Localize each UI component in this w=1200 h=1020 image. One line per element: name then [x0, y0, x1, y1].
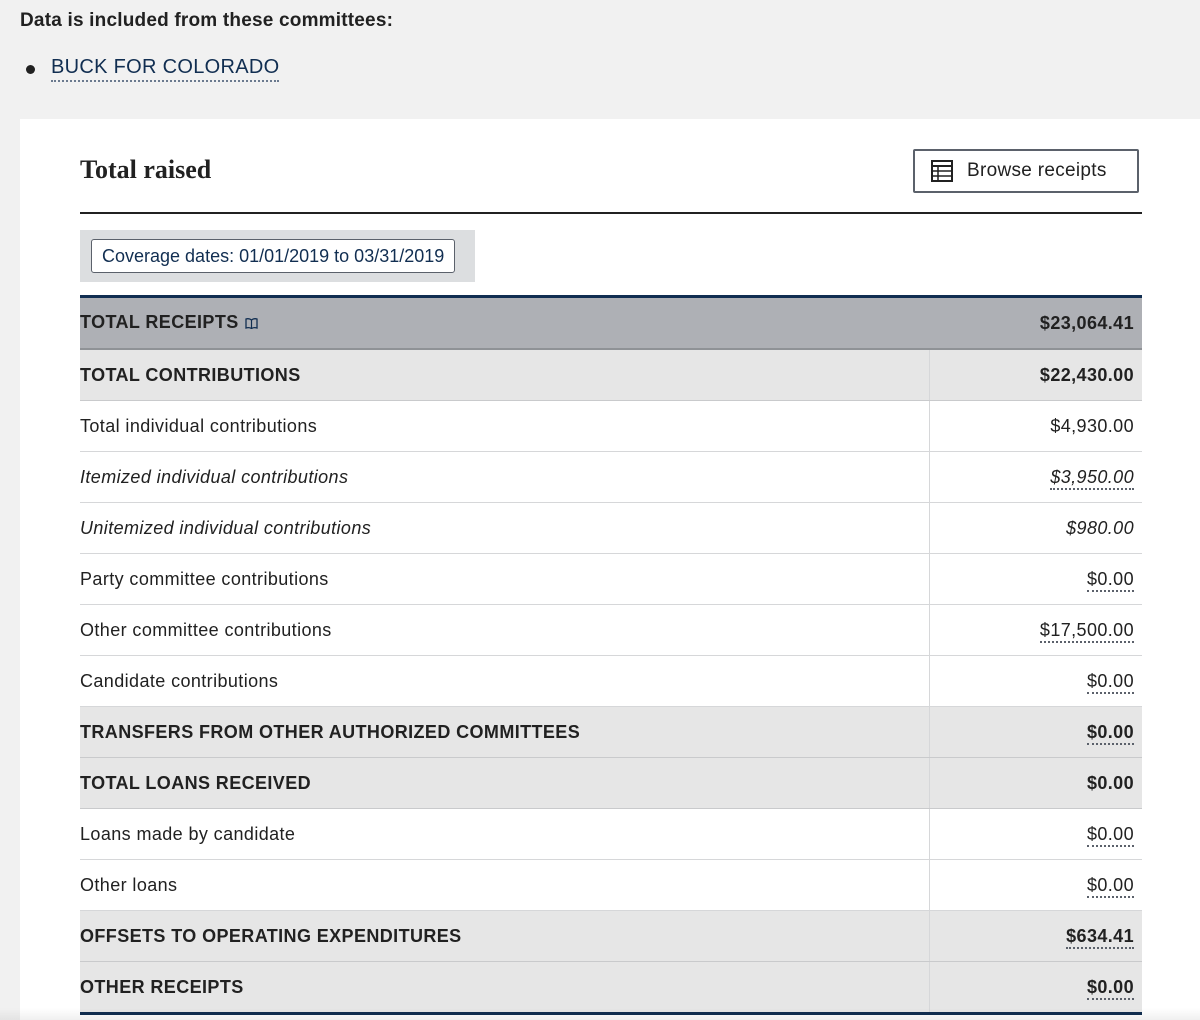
table-row — [80, 707, 1142, 758]
row-value-link[interactable]: $0.00 — [1087, 671, 1134, 694]
table-row — [80, 962, 1142, 1014]
row-value-link[interactable]: $3,950.00 — [1050, 467, 1134, 490]
row-value-cell — [929, 860, 1142, 911]
row-value-cell — [929, 349, 1142, 401]
row-label: Itemized individual contributions — [80, 466, 349, 487]
row-label-cell — [80, 962, 929, 1014]
row-label: Loans made by candidate — [80, 823, 296, 844]
row-label: TOTAL RECEIPTS — [80, 312, 239, 333]
browse-receipts-label: Browse receipts — [967, 160, 1107, 181]
row-value: $23,064.41 — [1039, 312, 1134, 333]
row-label-cell — [80, 554, 929, 605]
row-label: TOTAL CONTRIBUTIONS — [80, 364, 301, 385]
page-bottom-shadow — [0, 1008, 1200, 1020]
table-row — [80, 809, 1142, 860]
table-row — [80, 758, 1142, 809]
row-value-cell — [929, 809, 1142, 860]
row-value-cell — [929, 911, 1142, 962]
row-value-cell — [929, 758, 1142, 809]
row-label: Candidate contributions — [80, 670, 279, 691]
browse-receipts-button[interactable] — [913, 149, 1139, 193]
panel-title: Total raised — [80, 155, 212, 184]
coverage-dates-tag: Coverage dates: 01/01/2019 to 03/31/2019 — [91, 239, 455, 273]
row-label-cell — [80, 401, 929, 452]
row-label-cell — [80, 503, 929, 554]
committees-intro-heading: Data is included from these committees: — [20, 10, 394, 31]
table-row — [80, 452, 1142, 503]
row-label-cell — [80, 605, 929, 656]
row-label-cell — [80, 656, 929, 707]
row-value-link[interactable]: $0.00 — [1087, 569, 1134, 592]
row-label-cell — [80, 452, 929, 503]
row-label-cell — [80, 860, 929, 911]
table-row — [80, 401, 1142, 452]
bullet-icon — [26, 65, 35, 74]
table-row — [80, 860, 1142, 911]
row-value-cell — [929, 503, 1142, 554]
row-label: OFFSETS TO OPERATING EXPENDITURES — [80, 925, 462, 946]
row-value: $980.00 — [1066, 517, 1134, 538]
row-label: TRANSFERS FROM OTHER AUTHORIZED COMMITTEES — [80, 721, 581, 742]
committee-list-item — [20, 56, 279, 82]
row-label-cell — [80, 707, 929, 758]
table-row — [80, 503, 1142, 554]
row-value-cell — [929, 452, 1142, 503]
row-value-cell — [929, 297, 1142, 350]
row-label-cell — [80, 349, 929, 401]
row-value-cell — [929, 605, 1142, 656]
row-value-cell — [929, 707, 1142, 758]
row-value-link[interactable]: $0.00 — [1087, 722, 1134, 745]
table-row — [80, 605, 1142, 656]
row-value-link[interactable]: $0.00 — [1087, 824, 1134, 847]
committee-link[interactable]: BUCK FOR COLORADO — [51, 56, 279, 82]
row-value-link[interactable]: $17,500.00 — [1040, 620, 1134, 643]
row-label-cell — [80, 297, 929, 350]
title-divider — [80, 212, 1142, 214]
table-row — [80, 656, 1142, 707]
row-value-cell — [929, 554, 1142, 605]
row-label: Other committee contributions — [80, 619, 332, 640]
row-label: TOTAL LOANS RECEIVED — [80, 772, 312, 793]
receipts-table — [80, 295, 1142, 1015]
total-raised-panel — [20, 119, 1200, 1020]
row-label: Party committee contributions — [80, 568, 329, 589]
row-value-link[interactable]: $634.41 — [1066, 926, 1134, 949]
coverage-box — [80, 230, 475, 282]
table-row — [80, 349, 1142, 401]
committee-list — [20, 56, 279, 82]
row-label-cell — [80, 809, 929, 860]
row-value-cell — [929, 656, 1142, 707]
table-icon — [931, 160, 953, 182]
row-value-link[interactable]: $0.00 — [1087, 977, 1134, 1000]
table-row — [80, 554, 1142, 605]
table-row — [80, 297, 1142, 350]
row-value-cell — [929, 401, 1142, 452]
row-value: $22,430.00 — [1039, 364, 1134, 385]
row-label: Unitemized individual contributions — [80, 517, 372, 538]
row-value-cell — [929, 962, 1142, 1014]
row-label: OTHER RECEIPTS — [80, 976, 244, 997]
row-value: $0.00 — [1086, 772, 1134, 793]
row-label-cell — [80, 758, 929, 809]
book-icon[interactable] — [245, 313, 258, 334]
row-label-cell — [80, 911, 929, 962]
row-label: Total individual contributions — [80, 415, 318, 436]
row-value: $4,930.00 — [1050, 415, 1134, 436]
row-value-link[interactable]: $0.00 — [1087, 875, 1134, 898]
table-row — [80, 911, 1142, 962]
row-label: Other loans — [80, 874, 178, 895]
